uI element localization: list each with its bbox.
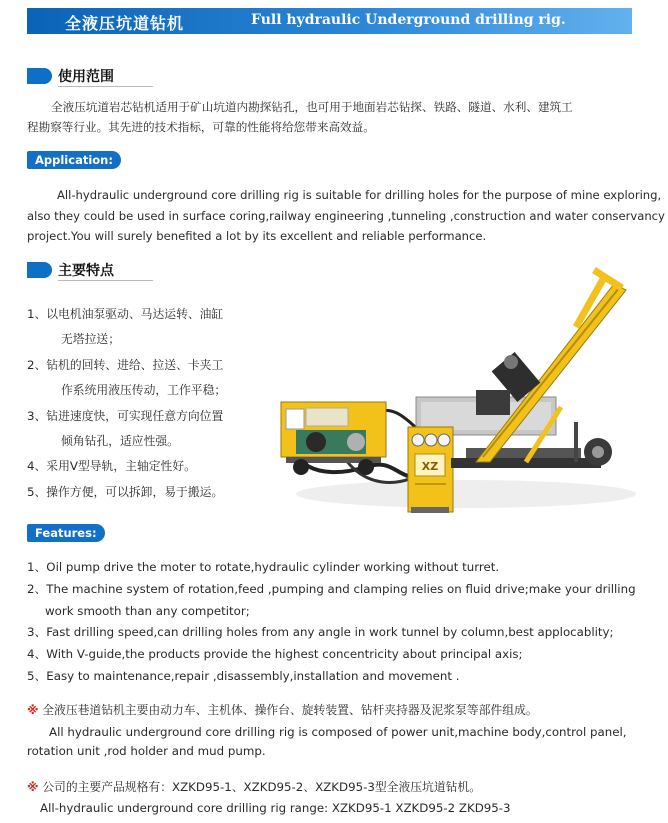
application-text-line: project.You will surely benefited a lot by its excellent and reliable performance. (27, 229, 487, 243)
title-cn: 全液压坑道钻机 (65, 14, 185, 33)
products-text-cn: 公司的主要产品规格有：XZKD95-1、XZKD95-2、XZKD95-3型全液压坑道钻机。 (42, 780, 482, 794)
application-label: Application: (27, 151, 121, 169)
application-text-line: All-hydraulic underground core drilling rig is suitable for drilling holes for the purpose of mine exploring, (57, 188, 662, 202)
composition-text-en (27, 723, 626, 761)
composition-text-en-line: All hydraulic underground core drilling rig is composed of power unit,machine body,control panel, (49, 725, 627, 739)
list-item: 1、以电机油泵驱动、马达运转、油缸 (27, 307, 224, 321)
list-item: 作系统用液压传动，工作平稳； (61, 383, 227, 398)
features-label: Features: (27, 524, 105, 542)
list-item: 3、Fast drilling speed,can drilling holes from any angle in work tunnel by column,best applocablity; (27, 625, 614, 640)
list-item: 1、Oil pump drive the moter to rotate,hydraulic cylinder working without turret. (27, 560, 500, 574)
heading-underline (58, 280, 153, 281)
section-marker-icon (27, 68, 52, 84)
section-marker-icon (27, 262, 52, 278)
list-item: 5、Easy to maintenance,repair ,disassembly,installation and movement . (27, 668, 460, 683)
list-item: 2、The machine system of rotation,feed ,pumping and clamping relies on fluid drive;make your drilling (27, 581, 636, 596)
scope-text-line: 全液压坑道岩芯钻机适用于矿山坑道内勘探钻孔，也可用于地面岩芯钻探、铁路、隧道、水利、建筑工 (51, 100, 573, 114)
application-text-line: also they could be used in surface coring,railway engineering ,tunneling ,construction and water conservancy (27, 208, 665, 223)
title-bar (27, 8, 632, 34)
main-features-list (27, 302, 226, 505)
title-en: Full hydraulic Underground drilling rig. (251, 12, 566, 28)
composition-text-cn: 全液压巷道钻机主要由动力车、主机体、操作台、旋转装置、钻杆夹持器及泥浆泵等部件组成。 (42, 703, 538, 717)
list-item: 3、钻进速度快，可实现任意方向位置 (27, 408, 224, 423)
list-item: work smooth than any competitor; (45, 603, 250, 618)
composition-note (27, 700, 538, 720)
composition-text-en-line: rotation unit ,rod holder and mud pump. (27, 744, 266, 758)
main-features-heading-text: 主要特点 (58, 263, 114, 279)
list-item: 倾角钻孔，适应性强。 (61, 434, 179, 449)
scope-text (27, 97, 637, 137)
list-item: 4、With V-guide,the products provide the highest concentricity about principal axis; (27, 647, 523, 662)
scope-heading-text: 使用范围 (58, 69, 114, 85)
products-text-en: All-hydraulic underground core drilling rig range: XZKD95-1 XZKD95-2 ZKD95-3 (40, 801, 511, 815)
products-note (27, 777, 481, 797)
rig-panel-label: XZ (421, 460, 439, 473)
list-item: 2、钻机的回转、进给、拉送、卡夹工 (27, 357, 224, 372)
heading-underline (58, 86, 153, 87)
application-text (27, 185, 665, 247)
list-item: 无塔拉送； (61, 332, 120, 347)
list-item: 4、采用V型导轨，主轴定性好。 (27, 459, 196, 474)
scope-heading (27, 66, 167, 86)
scope-text-line: 程勘察等行业。其先进的技术指标，可靠的性能将给您带来高效益。 (27, 120, 375, 134)
main-features-heading (27, 260, 167, 280)
drilling-rig-image (276, 262, 636, 518)
features-list (27, 557, 636, 688)
note-mark-icon: ※ (27, 780, 39, 794)
list-item: 5、操作方便，可以拆卸，易于搬运。 (27, 484, 224, 499)
note-mark-icon: ※ (27, 703, 39, 717)
